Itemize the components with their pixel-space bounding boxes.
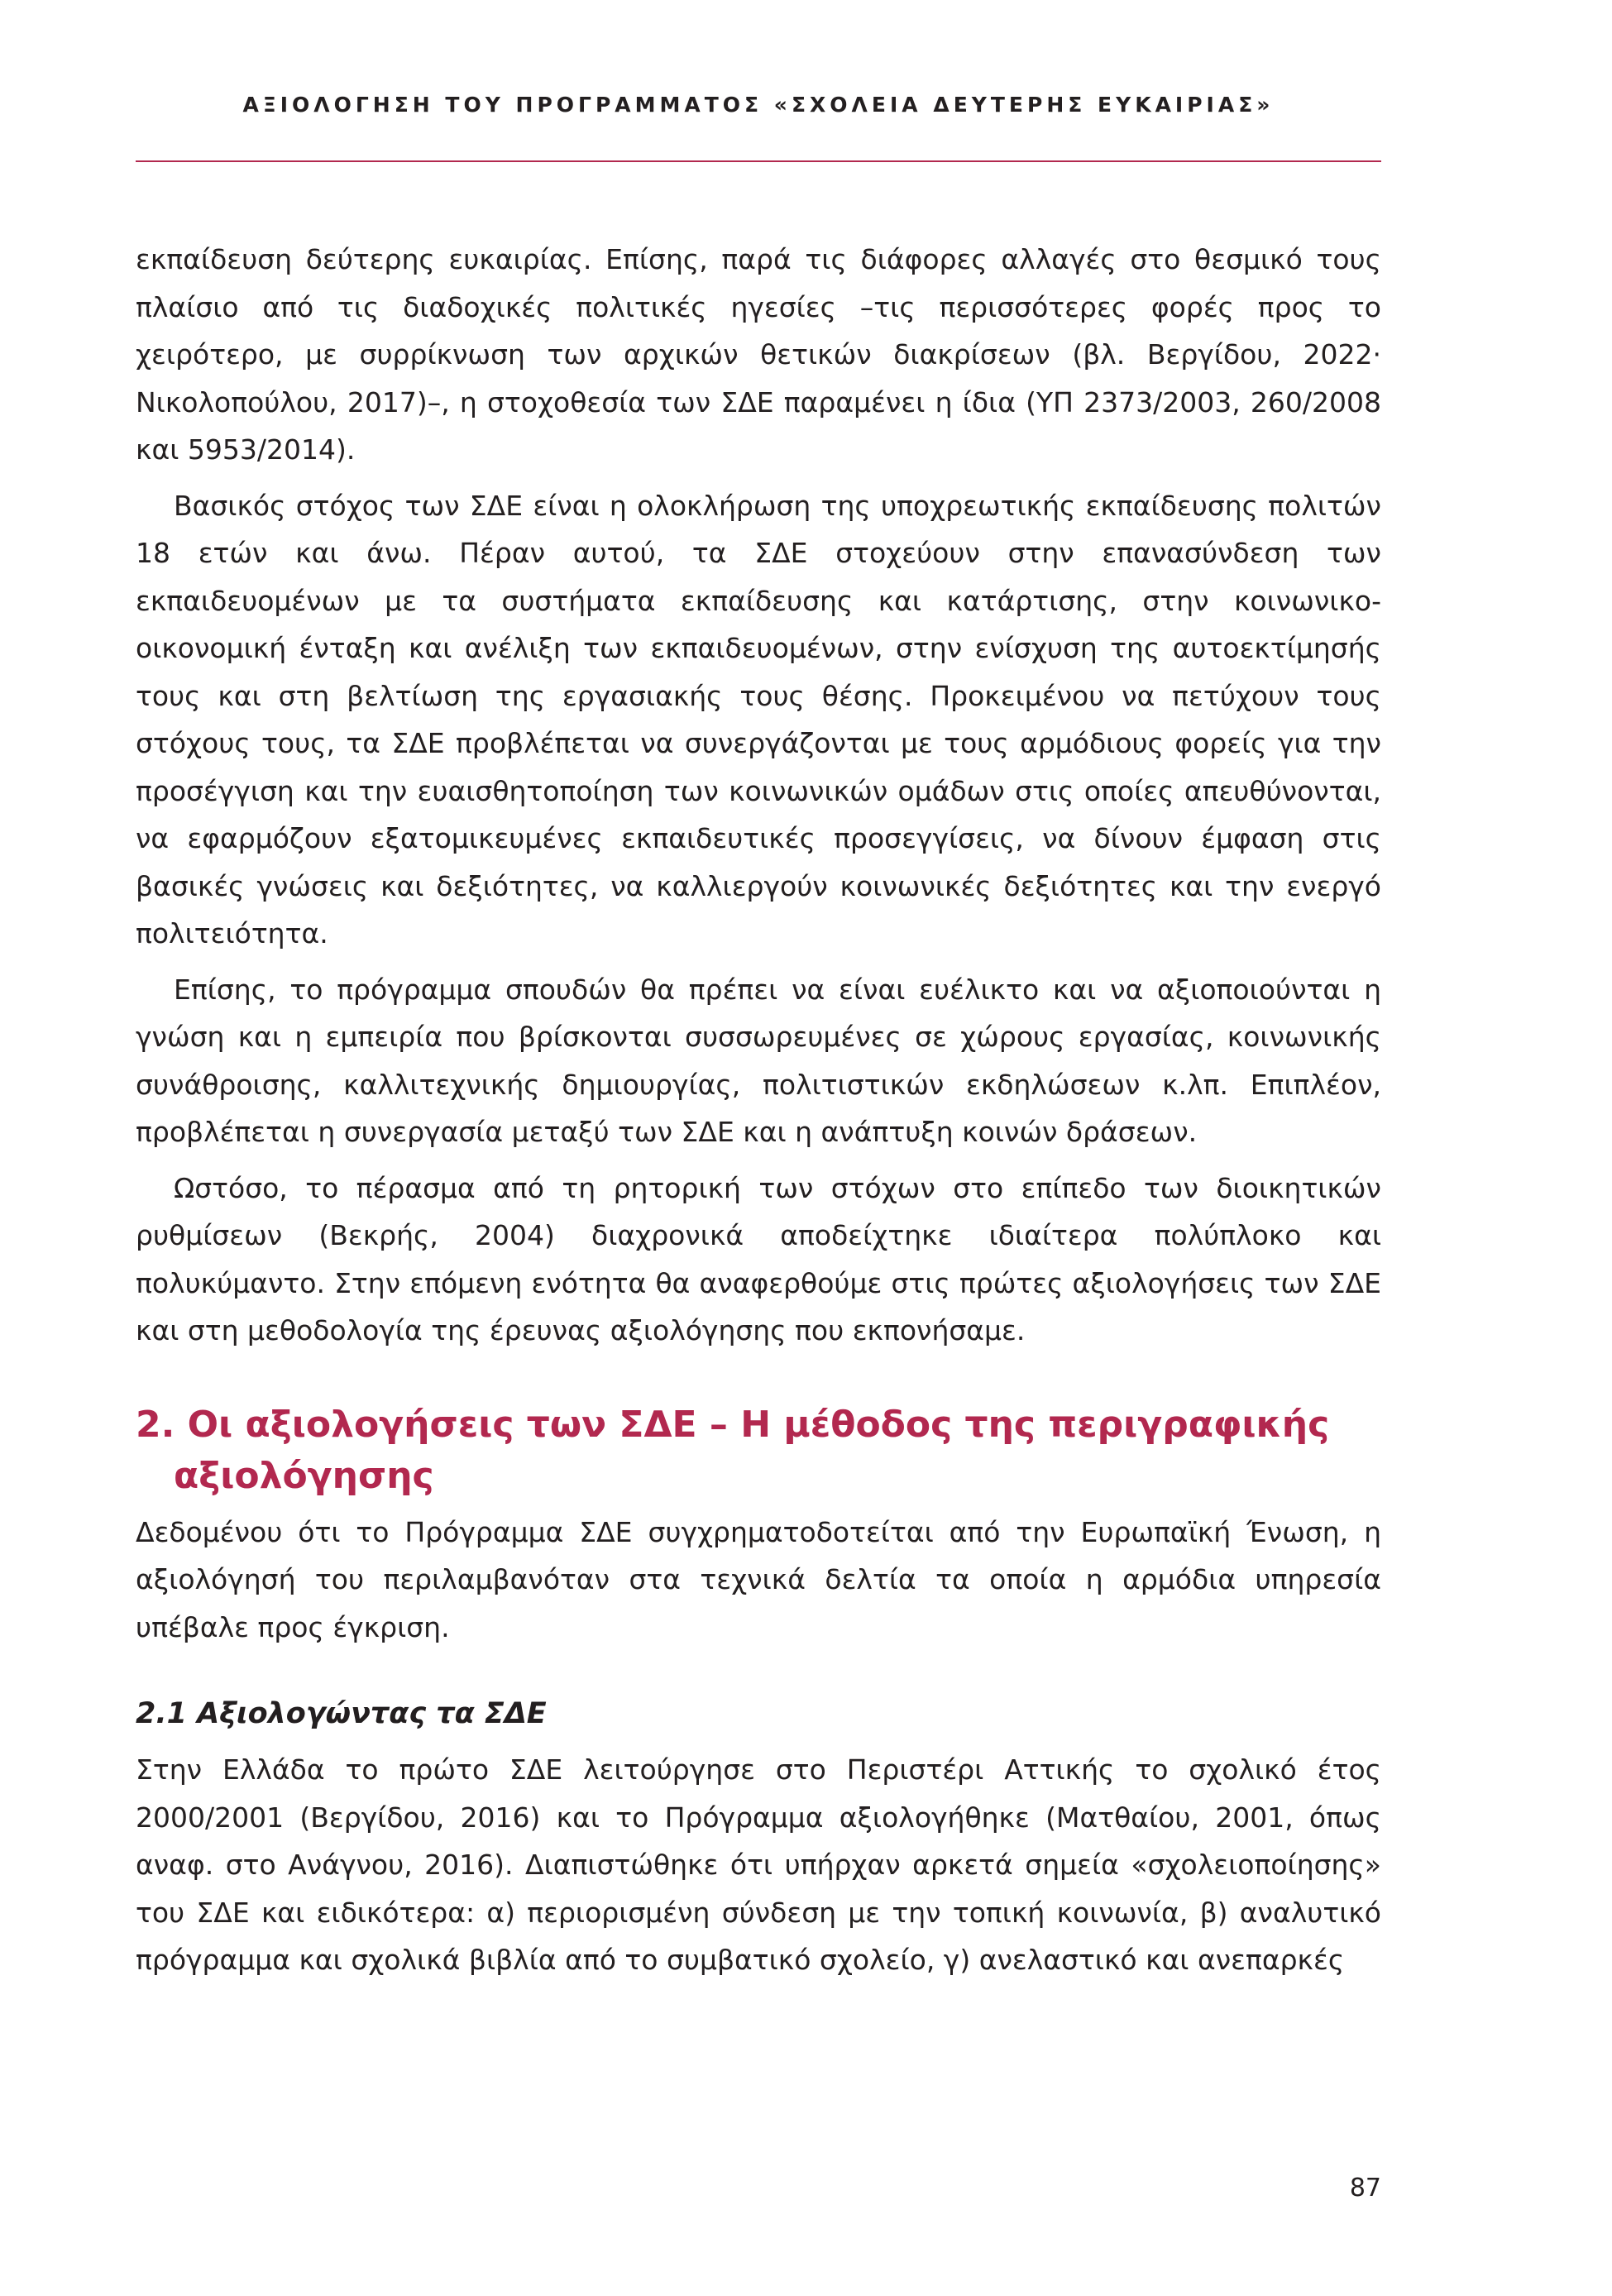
body-paragraph-4: Ωστόσο, το πέρασμα από τη ρητορική των στόχων στο επίπεδο των διοικητικών ρυθμίσεων (Βεκρής, 2004) διαχρονικά αποδείχτηκε ιδιαίτερα πολύπλοκο και πολυκύμαντο. Στην επόμενη ενότητα θα αναφερθούμε στις πρώτες αξιολογήσεις των ΣΔΕ και στη μεθοδολογία της έρευνας αξιολόγησης που εκπονήσαμε.	[136, 1171, 1381, 1347]
body-paragraph-3: Επίσης, το πρόγραμμα σπουδών θα πρέπει να είναι ευέλικτο και να αξιοποιούνται η γνώση και η εμπειρία που βρίσκονται συσσωρευμένες σε χώρους εργασίας, κοινωνικής συνάθροισης, καλλιτεχνικής δημιουργίας, πολιτιστικών εκδηλώσεων κ.λπ. Επιπλέον, προβλέπεται η συνεργασία μεταξύ των ΣΔΕ και η ανάπτυξη κοινών δράσεων.	[136, 973, 1381, 1148]
header-divider	[136, 160, 1381, 162]
subsection-paragraph: Στην Ελλάδα το πρώτο ΣΔΕ λειτούργησε στο Περιστέρι Αττικής το σχολικό έτος 2000/2001 (Βεργίδου, 2016) και το Πρόγραμμα αξιολογήθηκε (Ματθαίου, 2001, όπως αναφ. στο Ανάγνου, 2016). Διαπιστώθηκε ότι υπήρχαν αρκετά σημεία «σχολειοποίησης» του ΣΔΕ και ειδικότερα: α) περιορισμένη σύνδεση με την τοπική κοινωνία, β) αναλυτικό πρόγραμμα και σχολικά βιβλία από το συμβατικό σχολείο, γ) ανελαστικό και ανεπαρκές	[136, 1753, 1381, 1976]
body-paragraph-1: εκπαίδευση δεύτερης ευκαιρίας. Επίσης, παρά τις διάφορες αλλαγές στο θεσμικό τους πλαίσιο από τις διαδοχικές πολιτικές ηγεσίες –τις περισσότερες φορές προς το χειρότερο, με συρρίκνωση των αρχικών θετικών διακρίσεων (βλ. Βεργίδου, 2022· Νικολοπούλου, 2017)–, η στοχοθεσία των ΣΔΕ παραμένει η ίδια (ΥΠ 2373/2003, 260/2008 και 5953/2014).	[136, 243, 1381, 466]
page-number: 87	[1349, 2174, 1381, 2203]
body-paragraph-2: Βασικός στόχος των ΣΔΕ είναι η ολοκλήρωση της υποχρεωτικής εκπαίδευσης πολιτών 18 ετών και άνω. Πέραν αυτού, τα ΣΔΕ στοχεύουν στην επανασύνδεση των εκπαιδευομένων με τα συστήματα εκπαίδευσης και κατάρτισης, στην κοινωνικο-οικονομική ένταξη και ανέλιξη των εκπαιδευομένων, στην ενίσχυση της αυτοεκτίμησής τους και στη βελτίωση της εργασιακής τους θέσης. Προκειμένου να πετύχουν τους στόχους τους, τα ΣΔΕ προβλέπεται να συνεργάζονται με τους αρμόδιους φορείς για την προσέγγιση και την ευαισθητοποίηση των κοινωνικών ομάδων στις οποίες απευθύνονται, να εφαρμόζουν εξατομικευμένες εκπαιδευτικές προσεγγίσεις, να δίνουν έμφαση στις βασικές γνώσεις και δεξιότητες, να καλλιεργούν κοινωνικές δεξιότητες και την ενεργό πολιτειότητα.	[136, 489, 1381, 949]
section-heading: 2. Οι αξιολογήσεις των ΣΔΕ – Η μέθοδος της περιγραφικής αξιολόγησης	[136, 1403, 1330, 1497]
page-body	[136, 236, 1381, 1984]
section-paragraph: Δεδομένου ότι το Πρόγραμμα ΣΔΕ συγχρηματοδοτείται από την Ευρωπαϊκή Ένωση, η αξιολόγησή του περιλαμβανόταν στα τεχνικά δελτία τα οποία η αρμόδια υπηρεσία υπέβαλε προς έγκριση.	[136, 1515, 1381, 1643]
running-header: ΑΞΙΟΛΟΓΗΣΗ ΤΟΥ ΠΡΟΓΡΑΜΜΑΤΟΣ «ΣΧΟΛΕΙΑ ΔΕΥΤΕΡΗΣ ΕΥΚΑΙΡΙΑΣ»	[242, 93, 1275, 117]
subsection-heading: 2.1 Αξιολογώντας τα ΣΔΕ	[136, 1697, 547, 1730]
